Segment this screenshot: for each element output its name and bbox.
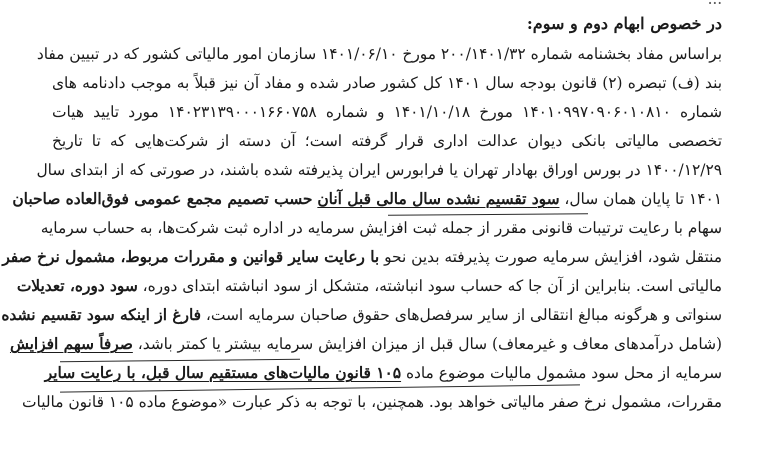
paragraph-line-11 <box>9 332 722 356</box>
paragraph-line-10 <box>1 303 722 327</box>
paragraph-line-5: ۱۴۰۰/۱۲/۲۹ در بورس اوراق بهادار تهران یا فرابورس ایران پذیرفته شده باشند، در صورتی که از ابتدای سال <box>36 161 722 179</box>
paragraph-line-13: مقررات، مشمول نرخ صفر مالیاتی خواهد بود. همچنین، با توجه به ذکر عبارت «موضوع ماده ۱۰۵ قانون مالیات <box>22 393 722 411</box>
section-heading: در خصوص ابهام دوم و سوم: <box>526 14 722 33</box>
line-10-lead: سنواتی و هرگونه مبالغ انتقالی از سایر سرفصل‌های حقوق صاحبان سرمایه است، <box>201 306 722 324</box>
paragraph-line-8 <box>2 245 722 269</box>
paragraph-line-12 <box>44 361 722 385</box>
emphasis-article-105: ۱۰۵ قانون مالیات‌های مستقیم سال قبل، با رعایت سایر <box>44 364 402 382</box>
paragraph-line-2: بند (ف) تبصره (۲) قانون بودجه سال ۱۴۰۱ کل کشور صادر شده و مفاد آن نیز قبلاً به موجب دادنامه های <box>52 74 722 92</box>
paragraph-line-1: براساس مفاد بخشنامه شماره ۲۰۰/۱۴۰۱/۳۲ مورخ ۱۴۰۱/۰۶/۱۰ سازمان امور مالیاتی کشور که در تبیین مفاد <box>36 45 722 63</box>
emphasis-only-share: صرفاً سهم افزایش <box>9 335 133 353</box>
emphasis-undistributed-profit: سود تقسیم نشده سال مالی قبل آنان <box>317 190 560 208</box>
emphasis-period-profit: سود دوره، تعدیلات <box>16 277 138 295</box>
paragraph-line-7: سهام با رعایت ترتیبات قانونی مقرر از جمله ثبت افزایش سرمایه در اداره ثبت شرکت‌ها، به حساب سرمایه <box>40 219 722 237</box>
paragraph-line-6 <box>12 187 722 211</box>
emphasis-regardless: فارغ از اینکه سود تقسیم نشده <box>1 306 202 324</box>
emphasis-zero-rate: با رعایت سایر قوانین و مقررات مربوط، مشمول نرخ صفر <box>2 248 380 266</box>
paragraph-line-9 <box>16 274 722 298</box>
line-9-lead: مالیاتی است. بنابراین از آن جا که حساب سود انباشته، متشکل از سود انباشته ابتدای دوره، <box>137 277 722 295</box>
paragraph-line-4: تخصصی مالیاتی بانکی دیوان عدالت اداری قرار گرفته است؛ آن دسته از شرکت‌هایی که تا تاریخ <box>52 132 722 150</box>
line-12-lead: سرمایه از محل سود مشمول مالیات موضوع ماده <box>401 364 722 382</box>
line-6-lead: ۱۴۰۱ تا پایان همان سال، <box>559 190 722 208</box>
line-8-lead: منتقل شود، افزایش سرمایه صورت پذیرفته بدین نحو <box>379 248 722 266</box>
paragraph-line-3: شماره ۱۴۰۱۰۹۹۷۰۹۰۶۰۱۰۸۱۰ مورخ ۱۴۰۱/۱۰/۱۸ و شماره ۱۴۰۲۳۱۳۹۰۰۰۱۶۶۰۷۵۸ مورد تایید هیات <box>52 103 722 121</box>
emphasis-general-assembly: حسب تصمیم مجمع عمومی فوق‌العاده صاحبان <box>12 190 313 208</box>
line-11-lead: (شامل درآمدهای معاف و غیرمعاف) سال قبل از میزان افزایش سرمایه بیشتر یا کمتر باشد، <box>132 335 722 353</box>
top-cut-line <box>52 0 722 11</box>
